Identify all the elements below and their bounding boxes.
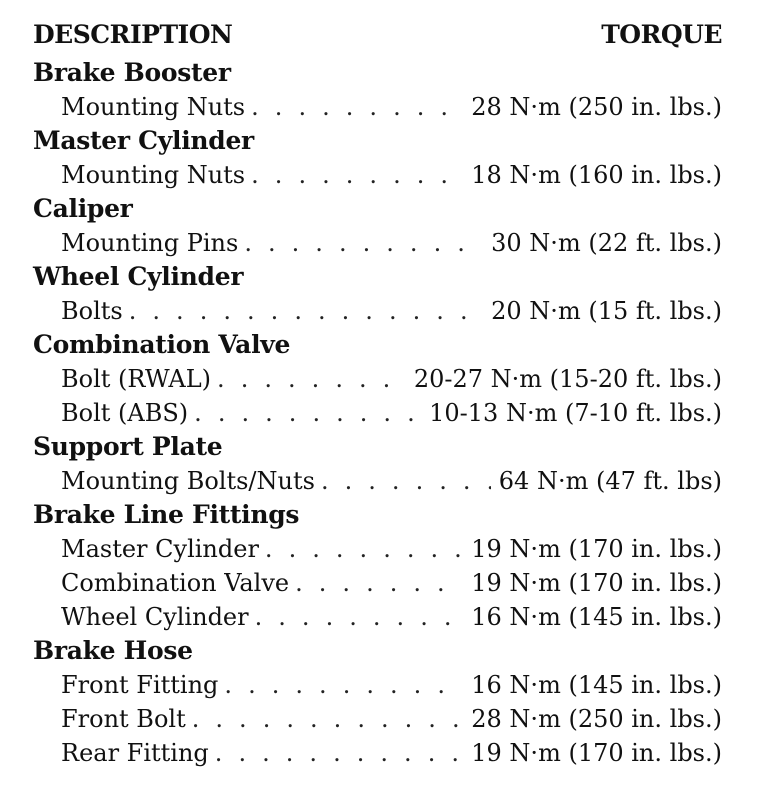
dot-leader	[251, 158, 463, 192]
component-name: Mounting Nuts	[61, 161, 246, 189]
component-name: Mounting Pins	[61, 229, 239, 257]
spec-row	[33, 532, 722, 566]
spec-row	[33, 362, 722, 396]
spec-row	[33, 396, 722, 430]
spec-row	[33, 294, 722, 328]
dot-leader	[192, 702, 464, 736]
component-name: Bolts	[61, 297, 123, 325]
section-title: Combination Valve	[33, 330, 291, 359]
torque-value: 28 N·m (250 in. lbs.)	[471, 705, 722, 733]
component-name: Front Fitting	[61, 671, 219, 699]
component-name: Front Bolt	[61, 705, 186, 733]
torque-value: 20 N·m (15 ft. lbs.)	[491, 297, 722, 325]
table-header	[33, 20, 722, 56]
torque-value: 19 N·m (170 in. lbs.)	[471, 739, 722, 767]
section-title: Master Cylinder	[33, 126, 254, 155]
component-name: Rear Fitting	[61, 739, 209, 767]
dot-leader	[265, 532, 463, 566]
dot-leader	[217, 362, 406, 396]
torque-value: 20-27 N·m (15-20 ft. lbs.)	[413, 365, 722, 393]
dot-leader	[251, 90, 463, 124]
spec-row	[33, 464, 722, 498]
spec-row	[33, 158, 722, 192]
dot-leader	[321, 464, 491, 498]
component-name: Master Cylinder	[61, 535, 259, 563]
torque-value: 18 N·m (160 in. lbs.)	[471, 161, 722, 189]
section-title: Caliper	[33, 194, 133, 223]
section-title: Brake Line Fittings	[33, 500, 300, 529]
component-name: Bolt (RWAL)	[61, 365, 212, 393]
component-name: Combination Valve	[61, 569, 290, 597]
torque-value: 16 N·m (145 in. lbs.)	[471, 603, 722, 631]
spec-row	[33, 90, 722, 124]
torque-value: 28 N·m (250 in. lbs.)	[471, 93, 722, 121]
torque-value: 64 N·m (47 ft. lbs)	[498, 467, 722, 495]
torque-value: 30 N·m (22 ft. lbs.)	[491, 229, 722, 257]
dot-leader	[255, 600, 464, 634]
dot-leader	[215, 736, 463, 770]
dot-leader	[244, 226, 483, 260]
spec-row	[33, 702, 722, 736]
dot-leader	[129, 294, 483, 328]
section-title: Brake Booster	[33, 58, 231, 87]
component-name: Mounting Nuts	[61, 93, 246, 121]
description-column-header: DESCRIPTION	[33, 20, 233, 49]
spec-row	[33, 226, 722, 260]
section-title: Brake Hose	[33, 636, 193, 665]
component-name: Bolt (ABS)	[61, 399, 189, 427]
torque-value: 10-13 N·m (7-10 ft. lbs.)	[429, 399, 722, 427]
torque-column-header: TORQUE	[601, 20, 722, 49]
spec-sections	[33, 56, 722, 770]
dot-leader	[224, 668, 463, 702]
component-name: Wheel Cylinder	[61, 603, 249, 631]
section-title: Support Plate	[33, 432, 223, 461]
torque-value: 19 N·m (170 in. lbs.)	[471, 569, 722, 597]
spec-row	[33, 566, 722, 600]
torque-value: 19 N·m (170 in. lbs.)	[471, 535, 722, 563]
dot-leader	[194, 396, 421, 430]
dot-leader	[295, 566, 463, 600]
spec-row	[33, 600, 722, 634]
section-title: Wheel Cylinder	[33, 262, 244, 291]
component-name: Mounting Bolts/Nuts	[61, 467, 315, 495]
spec-row	[33, 668, 722, 702]
spec-row	[33, 736, 722, 770]
torque-value: 16 N·m (145 in. lbs.)	[471, 671, 722, 699]
